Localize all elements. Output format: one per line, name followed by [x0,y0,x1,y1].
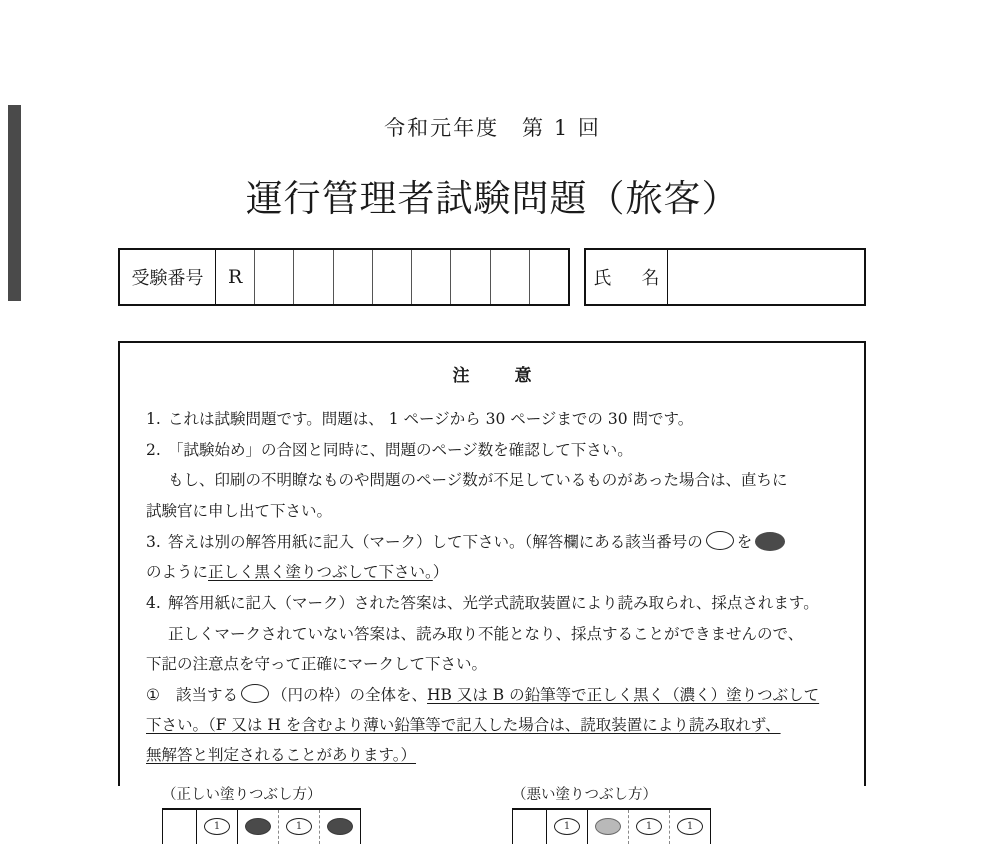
notice-item-1-number: 1. [146,410,161,428]
bad-fill-example [512,783,711,844]
example-cell-blank [163,810,197,844]
notice-item-3-underlined: 正しく黒く塗りつぶして下さい。 [208,563,433,582]
notice-item-3-line-2 [146,557,842,587]
document-subtitle: 令和元年度 第 1 回 [384,116,601,140]
notice-heading: 注 意 [452,366,546,386]
filled-mark-icon [755,532,785,551]
example-cell-open [547,810,588,844]
exam-number-cell[interactable] [294,250,333,304]
bad-fill-table [512,808,711,844]
notice-item-4-number: 4. [146,594,161,613]
notice-item-2-number: 2. [146,441,161,460]
exam-number-cell[interactable] [255,250,294,304]
notice-item-3-number: 3. [146,532,161,551]
notice-item-1-text: これは試験問題です。問題は、 1 ページから 30 ページまでの 30 問です。 [168,410,694,428]
sub-item-line-1a: 該当する [176,685,239,704]
exam-number-field[interactable] [118,248,570,306]
good-fill-example [162,783,361,844]
exam-number-cell[interactable] [451,250,490,304]
exam-number-cell[interactable] [373,250,412,304]
name-field[interactable] [584,248,866,306]
notice-item-4 [146,588,842,679]
sub-item-underlined-3: 無解答と判定されることがあります。） [146,746,417,765]
exam-number-label: 受験番号 [120,250,216,304]
notice-item-3-line-1a: 答えは別の解答用紙に記入（マーク）して下さい。（解答欄にある該当番号の [168,532,703,551]
sub-item-underlined-1: HB 又は B の鉛筆等で正しく黒く（濃く）塗りつぶして [427,685,820,704]
notice-item-3 [146,527,842,587]
example-cell-open [279,810,320,844]
notice-item-4-line-2: 正しくマークされていない答案は、読み取り不能となり、採点することができませんので、 [168,624,804,643]
exam-number-cell[interactable] [412,250,451,304]
good-fill-caption: （正しい塗りつぶし方） [162,786,322,803]
notice-item-2-line-1: 「試験始め」の合図と同時に、問題のページ数を確認して下さい。 [168,441,633,460]
sub-item-underlined-2: 下さい。（F 又は H を含むより薄い鉛筆等で記入した場合は、読取装置により読み取れず、 [146,716,781,735]
open-circle-icon: 1 [286,818,312,835]
open-circle-icon [706,531,734,550]
notice-item-4-line-3: 下記の注意点を守って正確にマークして下さい。 [146,654,488,673]
good-fill-table [162,808,361,844]
example-cell-open [670,810,711,844]
exam-number-cell[interactable] [530,250,568,304]
sub-item-marker: ① [146,685,160,704]
open-circle-icon: 1 [677,818,703,835]
name-input[interactable] [668,250,864,304]
exam-number-cells[interactable] [216,250,568,304]
exam-number-cell[interactable] [491,250,530,304]
notice-item-2-line-2: もし、印刷の不明瞭なものや問題のページ数が不足しているものがあった場合は、直ちに [168,471,788,490]
fill-examples [120,783,864,843]
notice-item-2 [146,435,842,526]
notice-item-3-line-1b: を [736,532,753,551]
exam-number-cell[interactable] [334,250,373,304]
example-cell-light [588,810,629,844]
sub-item-line-1b: （円の枠）の全体を、 [272,685,428,704]
example-cell-open [197,810,238,844]
notice-sub-item-1 [120,680,864,771]
open-circle-icon [241,684,269,703]
example-cell-filled [238,810,279,844]
name-label: 氏 名 [586,250,668,304]
notice-item-3-line-2a: のように [146,563,209,582]
light-mark-icon [595,818,621,835]
identity-row [118,248,866,306]
open-circle-icon: 1 [204,818,230,835]
bad-fill-caption: （悪い塗りつぶし方） [512,786,657,803]
example-cell-open [629,810,670,844]
notice-list [120,404,864,679]
notice-item-2-line-3: 試験官に申し出て下さい。 [146,501,333,520]
page-title: 運行管理者試験問題（旅客） [245,177,740,220]
open-circle-icon: 1 [554,818,580,835]
filled-mark-icon [245,818,271,835]
example-cell-blank [513,810,547,844]
notice-item-4-line-1: 解答用紙に記入（マーク）された答案は、光学式読取装置により読み取られ、採点されます。 [168,594,819,613]
exam-number-cell-prefix[interactable]: R [216,250,255,304]
notice-box [118,341,866,832]
notice-item-1 [146,404,842,434]
example-cell-filled [320,810,361,844]
filled-mark-icon [327,818,353,835]
open-circle-icon: 1 [636,818,662,835]
notice-item-3-line-2b: ） [432,563,449,582]
